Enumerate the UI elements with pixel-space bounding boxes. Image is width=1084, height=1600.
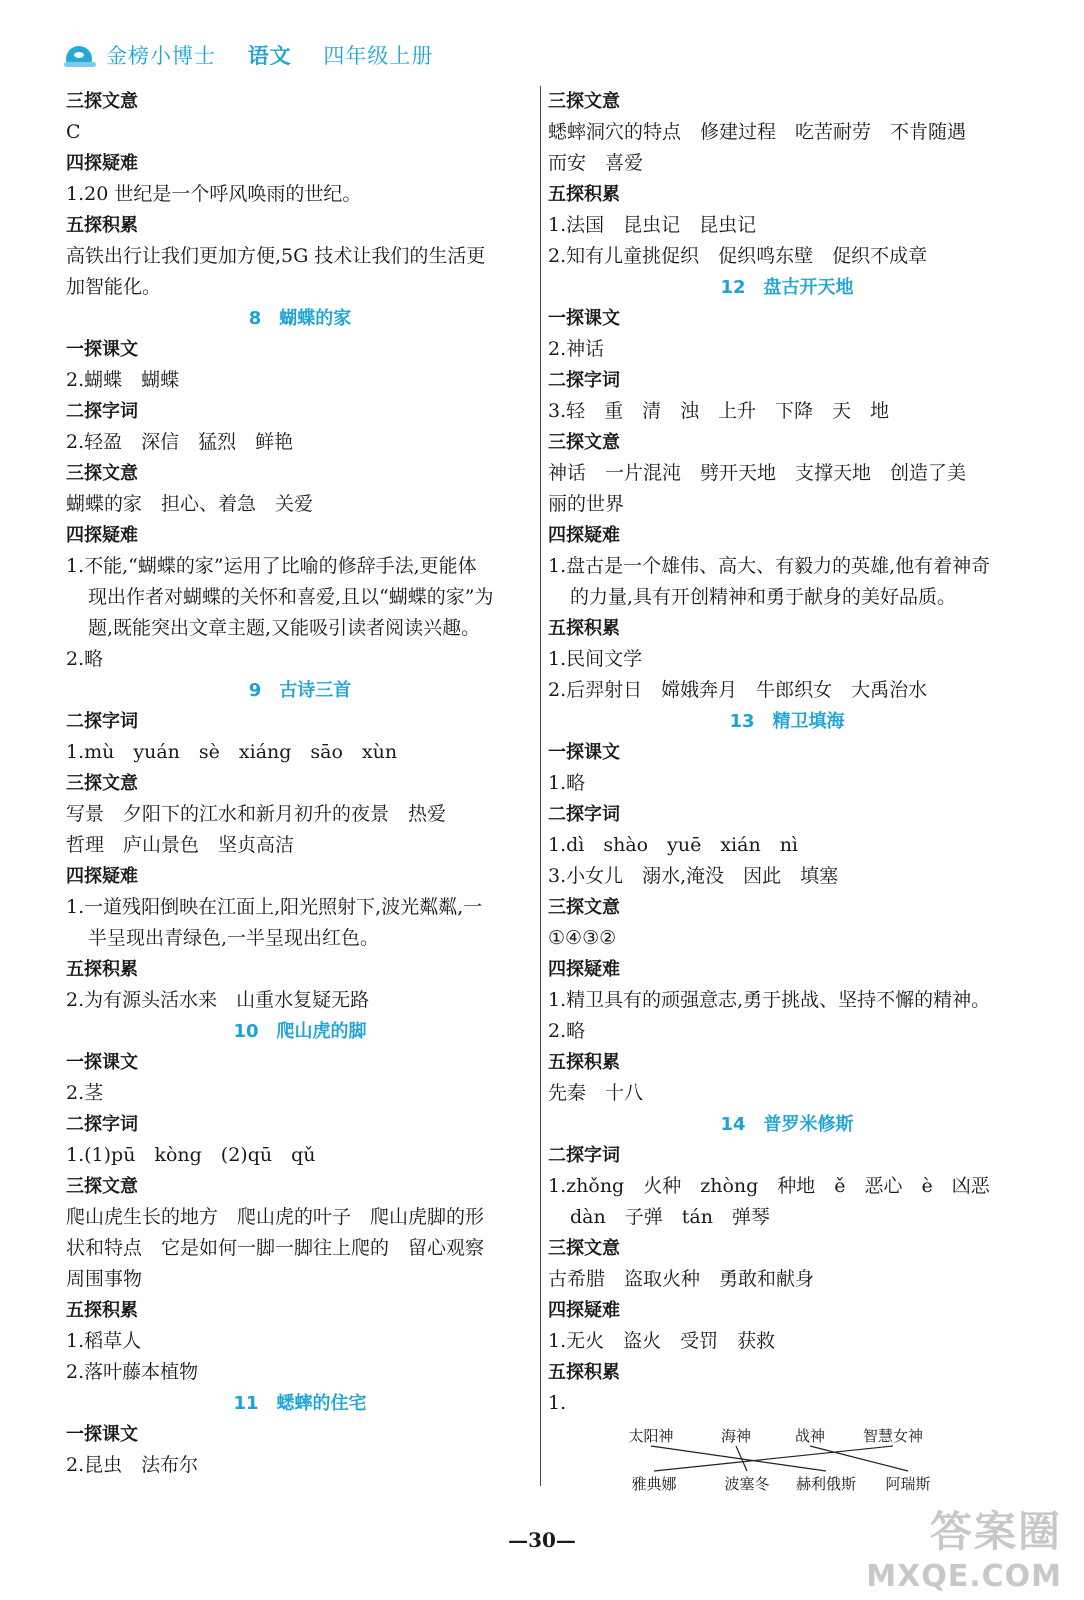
answer-line: 丽的世界 (548, 493, 625, 515)
left-column (66, 86, 534, 1481)
answer-line: 3.小女儿 溺水,淹没 因此 填塞 (548, 865, 839, 887)
answer-line: 高铁出行让我们更加方便,5G 技术让我们的生活更 (66, 245, 486, 267)
lesson-title: 普罗米修斯 (763, 1114, 854, 1135)
answer-line: 蝴蝶的家 担心、着急 关爱 (66, 493, 314, 515)
section-heading: 五探积累 (66, 1300, 138, 1321)
section-heading: 二探字词 (548, 370, 620, 391)
section-heading: 三探文意 (66, 773, 138, 794)
answer-line: 1.无火 盗火 受罚 获救 (548, 1330, 776, 1352)
section-heading: 一探课文 (66, 1424, 138, 1445)
lesson-heading (66, 303, 534, 334)
watermark-logo-text: 答案圈 (929, 1507, 1062, 1556)
lesson-heading (548, 706, 1026, 737)
lesson-title: 爬山虎的脚 (276, 1021, 367, 1042)
answer-line: 1.盘古是一个雄伟、高大、有毅力的英雄,他有着神奇 (548, 555, 991, 577)
answer-line: 2.神话 (548, 338, 605, 360)
answer-line: 2.为有源头活水来 山重水复疑无路 (66, 989, 370, 1011)
answer-line: 2.略 (66, 648, 104, 670)
section-heading: 五探积累 (548, 184, 620, 205)
lesson-title: 古诗三首 (279, 680, 352, 701)
section-heading: 三探文意 (548, 432, 620, 453)
answer-line: 1.(1)pū kòng (2)qū qǔ (66, 1144, 316, 1166)
answer-line: 1.稻草人 (66, 1330, 142, 1352)
answer-line: 1.mù yuán sè xiáng sāo xùn (66, 741, 398, 763)
god-name-label: 阿瑞斯 (885, 1475, 931, 1493)
section-heading: 三探文意 (548, 91, 620, 112)
header-subject: 语文 (247, 44, 292, 68)
section-heading: 三探文意 (66, 91, 138, 112)
section-heading: 四探疑难 (548, 525, 620, 546)
god-name-label: 雅典娜 (631, 1475, 677, 1493)
lesson-heading (66, 675, 534, 706)
section-heading: 一探课文 (66, 1052, 138, 1073)
god-matching-diagram (548, 1419, 1026, 1499)
answer-line: 2.知有儿童挑促织 促织鸣东壁 促织不成章 (548, 245, 928, 267)
section-heading: 三探文意 (548, 897, 620, 918)
section-heading: 五探积累 (66, 959, 138, 980)
header-title (106, 40, 457, 70)
answer-line: 1.略 (548, 772, 586, 794)
answer-line: 哲理 庐山景色 坚贞高洁 (66, 834, 295, 856)
answer-line: 半呈现出青绿色,一半呈现出红色。 (88, 927, 380, 949)
lesson-heading (548, 1109, 1026, 1140)
answer-line: 的力量,具有开创精神和勇于献身的美好品质。 (570, 586, 957, 608)
answer-line: 蟋蟀洞穴的特点 修建过程 吃苦耐劳 不肯随遇 (548, 121, 967, 143)
section-heading: 四探疑难 (66, 866, 138, 887)
lesson-title: 盘古开天地 (763, 277, 854, 298)
answer-line: 2.蝴蝶 蝴蝶 (66, 369, 180, 391)
lesson-title: 蟋蟀的住宅 (276, 1393, 367, 1414)
answer-line: 2.茎 (66, 1082, 104, 1104)
section-heading: 五探积累 (66, 215, 138, 236)
lesson-heading (66, 1388, 534, 1419)
section-heading: 四探疑难 (66, 153, 138, 174)
section-heading: 一探课文 (548, 308, 620, 329)
answer-line: 周围事物 (66, 1268, 143, 1290)
section-heading: 五探积累 (548, 618, 620, 639)
lesson-heading (548, 272, 1026, 303)
answer-line: 1.一道残阳倒映在江面上,阳光照射下,波光粼粼,一 (66, 896, 483, 918)
god-name-label: 战神 (794, 1427, 826, 1445)
section-heading: 二探字词 (66, 1114, 138, 1135)
answer-line: 状和特点 它是如何一脚一脚往上爬的 留心观察 (66, 1237, 485, 1259)
god-name-label: 赫利俄斯 (795, 1475, 857, 1493)
lesson-title: 蝴蝶的家 (279, 308, 352, 329)
god-name-label: 太阳神 (628, 1427, 674, 1445)
answer-line: 2.略 (548, 1020, 586, 1042)
section-heading: 一探课文 (66, 339, 138, 360)
answer-line: 先秦 十八 (548, 1082, 644, 1104)
page-header (64, 38, 457, 72)
header-grade: 四年级上册 (323, 44, 434, 68)
answer-line: 古希腊 盗取火种 勇敢和献身 (548, 1268, 815, 1290)
answer-line: dàn 子弹 tán 弹琴 (570, 1206, 770, 1228)
lesson-number: 14 (720, 1114, 746, 1135)
section-heading: 一探课文 (548, 742, 620, 763)
section-heading: 五探积累 (548, 1362, 620, 1383)
section-heading: 五探积累 (548, 1052, 620, 1073)
logo-icon (64, 42, 98, 68)
match-connector-line (651, 1446, 826, 1471)
answer-line: 1.法国 昆虫记 昆虫记 (548, 214, 757, 236)
answer-line: 1.dì shào yuē xián nì (548, 834, 799, 856)
page-number: —30— (508, 1528, 576, 1552)
section-heading: 四探疑难 (548, 1300, 620, 1321)
answer-line: 2.轻盈 深信 猛烈 鲜艳 (66, 431, 294, 453)
answer-line: 写景 夕阳下的江水和新月初升的夜景 热爱 (66, 803, 447, 825)
answer-line: 1.民间文学 (548, 648, 643, 670)
section-heading: 三探文意 (66, 463, 138, 484)
lesson-number: 13 (729, 711, 755, 732)
section-heading: 二探字词 (66, 711, 138, 732)
section-heading: 四探疑难 (66, 525, 138, 546)
column-divider (540, 86, 541, 1486)
answer-line: 1.不能,“蝴蝶的家”运用了比喻的修辞手法,更能体 (66, 555, 477, 577)
answer-line: 2.昆虫 法布尔 (66, 1454, 199, 1476)
god-name-label: 波塞冬 (724, 1475, 770, 1493)
god-name-label: 智慧女神 (862, 1427, 924, 1445)
section-heading: 三探文意 (66, 1176, 138, 1197)
right-column (548, 86, 1026, 1499)
lesson-number: 12 (720, 277, 746, 298)
section-heading: 三探文意 (548, 1238, 620, 1259)
section-heading: 二探字词 (66, 401, 138, 422)
answer-line: 1. (548, 1392, 567, 1414)
lesson-number: 8 (248, 308, 262, 329)
answer-line: 现出作者对蝴蝶的关怀和喜爱,且以“蝴蝶的家”为 (88, 586, 494, 608)
answer-line: 神话 一片混沌 劈开天地 支撑天地 创造了美 (548, 462, 967, 484)
answer-line: 2.后羿射日 嫦娥奔月 牛郎织女 大禹治水 (548, 679, 928, 701)
header-brand: 金榜小博士 (106, 44, 216, 68)
answer-line: 而安 喜爱 (548, 152, 644, 174)
section-heading: 二探字词 (548, 804, 620, 825)
section-heading: 二探字词 (548, 1145, 620, 1166)
lesson-number: 9 (248, 680, 262, 701)
answer-line: ①④③② (548, 927, 617, 949)
lesson-number: 10 (233, 1021, 259, 1042)
lesson-title: 精卫填海 (772, 711, 845, 732)
answer-line: 1.精卫具有的顽强意志,勇于挑战、坚持不懈的精神。 (548, 989, 991, 1011)
answer-line: 1.20 世纪是一个呼风唤雨的世纪。 (66, 183, 362, 205)
watermark (866, 1499, 1062, 1594)
answer-line: 1.zhǒng 火种 zhòng 种地 ě 恶心 è 凶恶 (548, 1175, 990, 1197)
watermark-url: MXQE.COM (866, 1559, 1062, 1594)
god-name-label: 海神 (720, 1427, 752, 1445)
lesson-heading (66, 1016, 534, 1047)
section-heading: 四探疑难 (548, 959, 620, 980)
answer-line: C (66, 121, 81, 143)
answer-line: 2.落叶藤本植物 (66, 1361, 199, 1383)
answer-line: 题,既能突出文章主题,又能吸引读者阅读兴趣。 (88, 617, 481, 639)
lesson-number: 11 (233, 1393, 259, 1414)
answer-line: 加智能化。 (66, 276, 162, 298)
answer-line: 3.轻 重 清 浊 上升 下降 天 地 (548, 400, 890, 422)
answer-line: 爬山虎生长的地方 爬山虎的叶子 爬山虎脚的形 (66, 1206, 485, 1228)
